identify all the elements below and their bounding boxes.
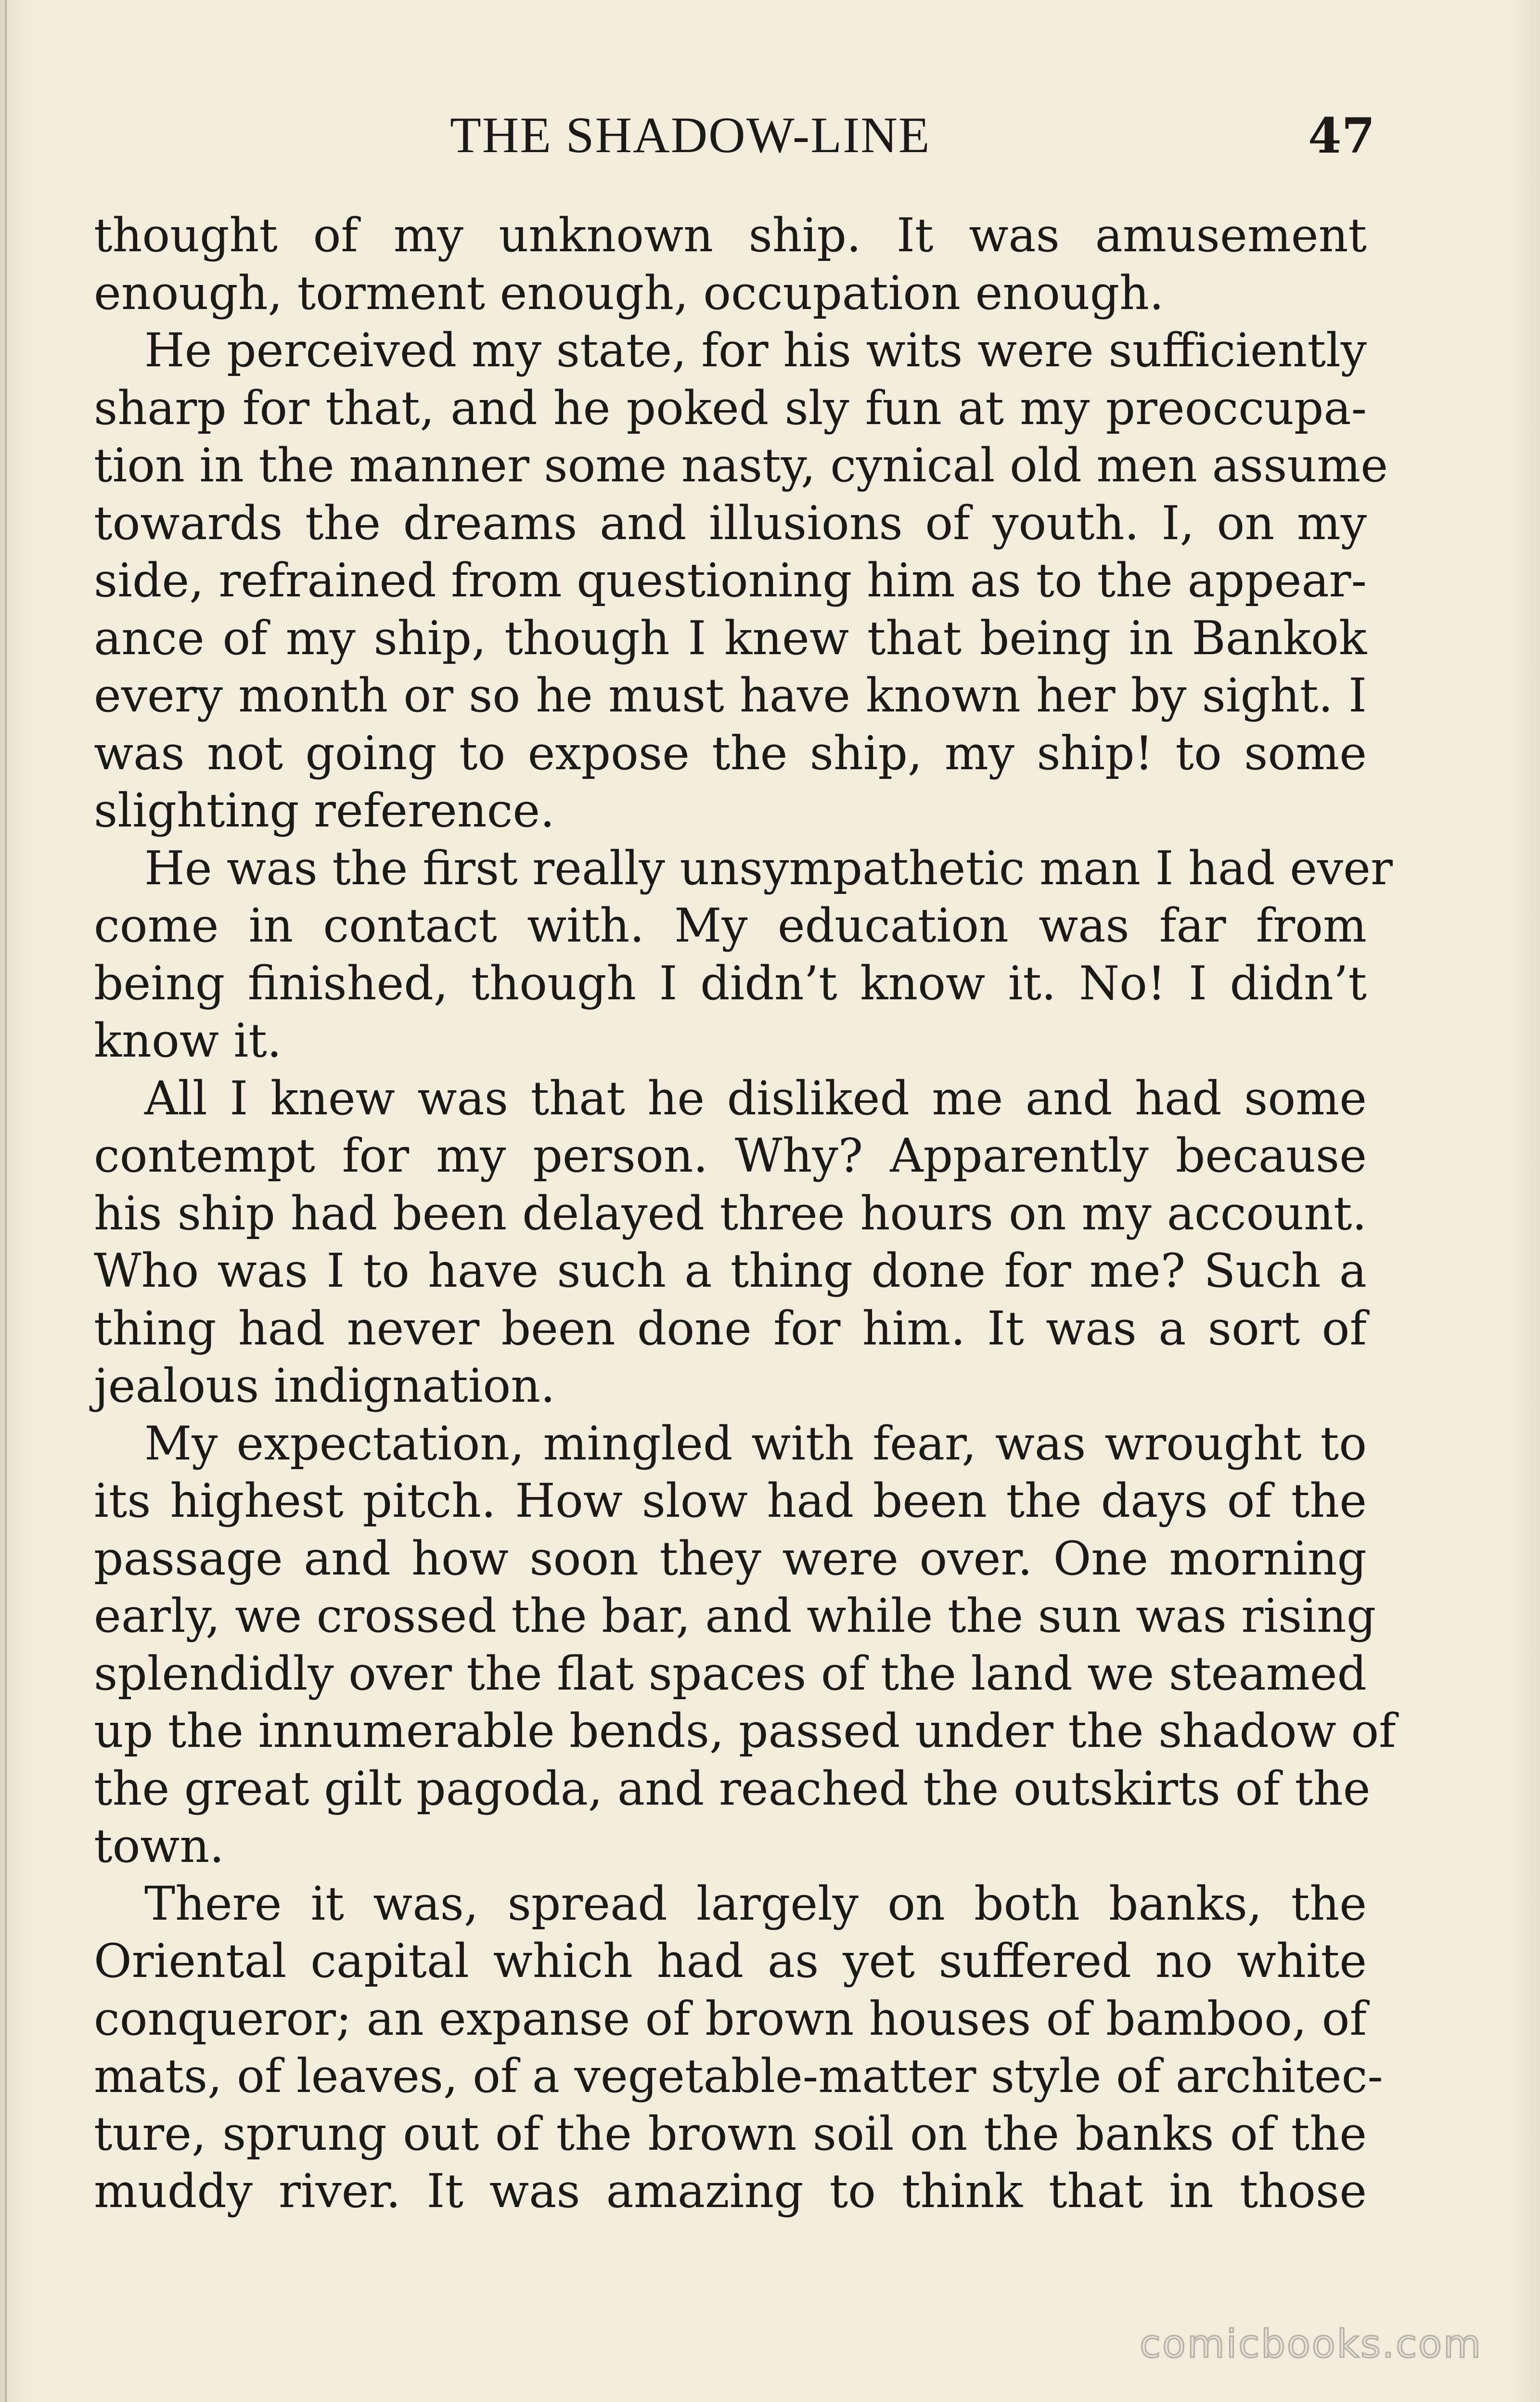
text-line: jealous indignation. — [94, 1359, 555, 1413]
text-line: ture, sprung out of the brown soil on the banks of the — [94, 2106, 1367, 2161]
text-line: Oriental capital which had as yet suffered no white — [94, 1934, 1367, 1988]
text-line: Who was I to have such a thing done for me? Such a — [94, 1244, 1367, 1298]
page-spine-edge — [5, 0, 7, 2402]
text-line: contempt for my person. Why? Apparently because — [94, 1129, 1367, 1183]
text-line: town. — [94, 1819, 224, 1873]
text-line: know it. — [94, 1014, 282, 1068]
text-line: his ship had been delayed three hours on my account. — [94, 1186, 1367, 1240]
page-number: 47 — [1308, 107, 1375, 164]
text-line: conqueror; an expanse of brown houses of bamboo, of — [94, 1991, 1367, 2046]
text-line: every month or so he must have known her by sight. I — [94, 669, 1367, 723]
text-line: ance of my ship, though I knew that being in Bankok — [94, 611, 1367, 665]
text-line: splendidly over the flat spaces of the land we steamed — [94, 1646, 1367, 1701]
text-line: the great gilt pagoda, and reached the outskirts of the — [94, 1761, 1371, 1816]
text-line: being finished, though I didn’t know it. No! I didn’t — [94, 956, 1367, 1010]
text-line: tion in the manner some nasty, cynical old men assume — [94, 439, 1388, 492]
text-line: slighting reference. — [94, 784, 555, 838]
text-line: its highest pitch. How slow had been the days of the — [94, 1474, 1367, 1528]
text-line: muddy river. It was amazing to think that in those — [94, 2164, 1367, 2218]
watermark-text: comicbooks.com — [1140, 2322, 1483, 2366]
text-line: He was the first really unsympathetic man I had ever — [144, 841, 1393, 895]
text-line: early, we crossed the bar, and while the sun was rising — [94, 1589, 1376, 1643]
text-line: He perceived my state, for his wits were sufficiently — [144, 323, 1367, 377]
text-line: passage and how soon they were over. One morning — [94, 1531, 1367, 1586]
text-line: towards the dreams and illusions of youth. I, on my — [94, 496, 1367, 550]
text-line: thought of my unknown ship. It was amusement — [94, 208, 1367, 262]
text-line: side, refrained from questioning him as to the appear- — [94, 554, 1367, 607]
text-line: enough, torment enough, occupation enough. — [94, 266, 1164, 320]
text-line: All I knew was that he disliked me and had some — [144, 1071, 1367, 1125]
text-line: thing had never been done for him. It was a sort of — [94, 1301, 1367, 1356]
text-line: sharp for that, and he poked sly fun at my preoccupa- — [94, 381, 1367, 435]
text-line: come in contact with. My education was far from — [94, 899, 1367, 953]
text-line: was not going to expose the ship, my ship! to some — [94, 726, 1367, 780]
running-title: THE SHADOW-LINE — [450, 107, 931, 163]
body-text — [94, 207, 1396, 2221]
text-line: There it was, spread largely on both banks, the — [144, 1876, 1367, 1931]
text-line: up the innumerable bends, passed under the shadow of — [94, 1704, 1396, 1758]
text-line: My expectation, mingled with fear, was wrought to — [144, 1416, 1367, 1471]
text-line: mats, of leaves, of a vegetable-matter style of architec- — [94, 2049, 1383, 2103]
